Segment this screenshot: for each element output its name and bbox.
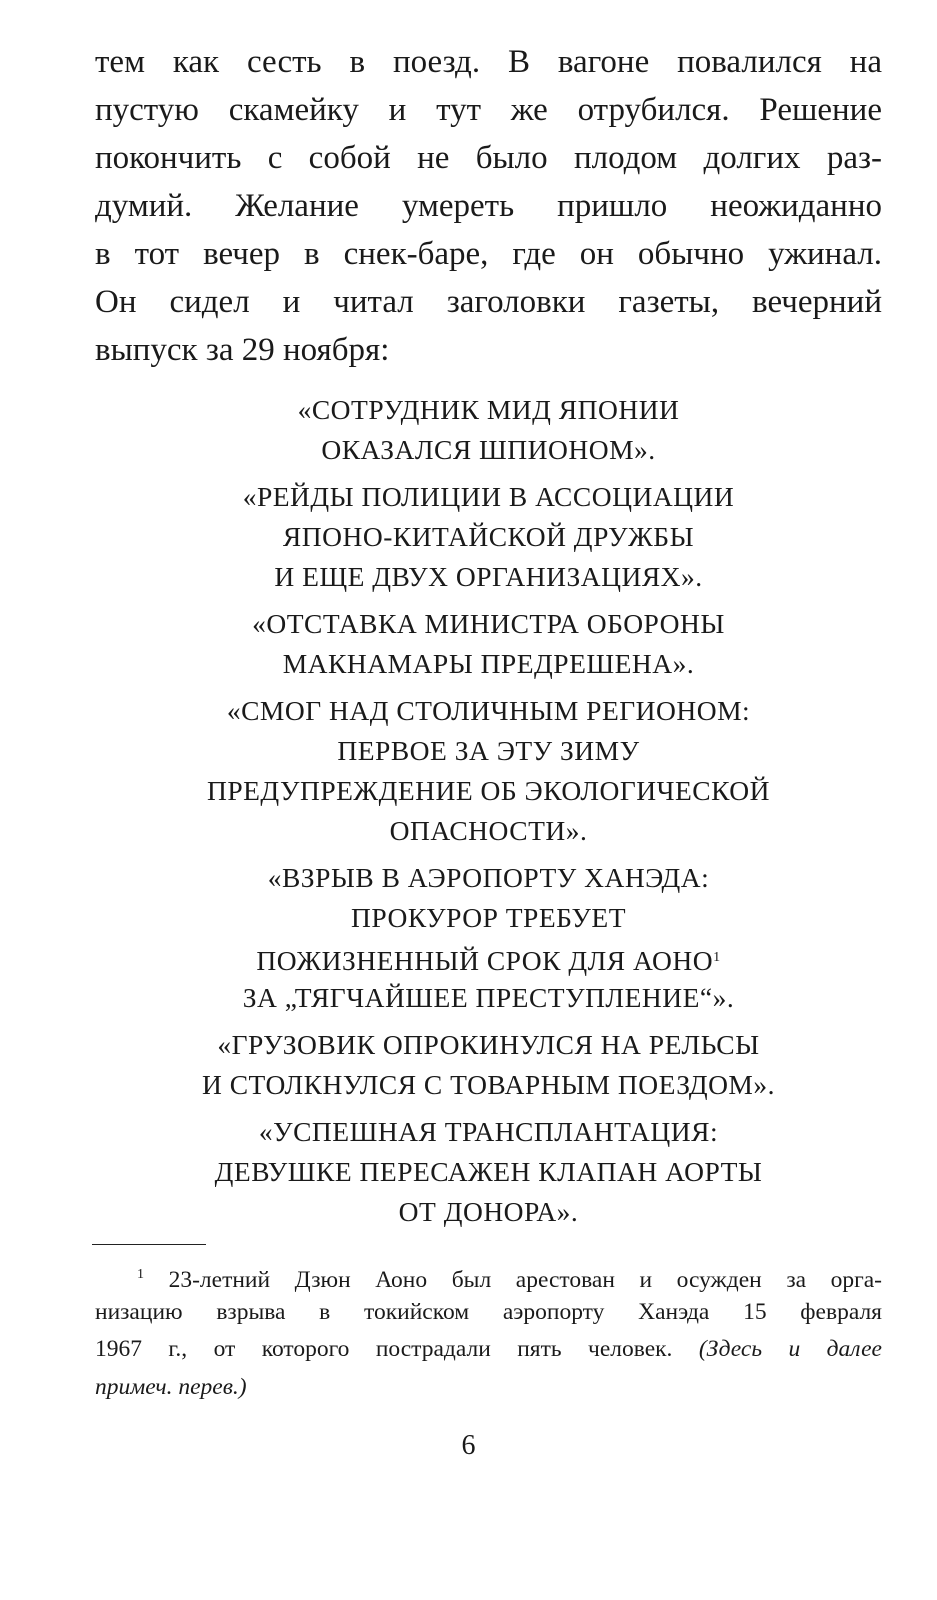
headline-line [95,938,882,978]
footnote-text: 23-летний Дзюн Аоно был арестован и осужден за орга- [168,1267,883,1293]
headline-line: «ГРУЗОВИК ОПРОКИНУЛСЯ НА РЕЛЬСЫ [217,1029,760,1060]
headline-text: ПОЖИЗНЕННЫЙ СРОК ДЛЯ АОНО [256,945,714,976]
body-line: пустую скамейку и тут же отрубился. Решение [95,92,882,128]
page-number: 6 [461,1430,476,1461]
headline-line: «РЕЙДЫ ПОЛИЦИИ В АССОЦИАЦИИ [242,481,735,512]
body-line: думий. Желание умереть пришло неожиданно [95,188,882,224]
headline [95,1025,882,1105]
headline [95,477,882,597]
body-line: выпуск за 29 ноября: [95,332,390,368]
footnote-marker: 1 [137,1267,144,1282]
body-paragraph [95,38,882,374]
body-line: покончить с собой не было плодом долгих раз- [95,140,882,176]
headline-line: И ЕЩЕ ДВУХ ОРГАНИЗАЦИЯХ». [274,561,703,592]
footnote-line: низацию взрыва в токийском аэропорту Ханэда 15 февраля [95,1298,882,1325]
headline-line: ОПАСНОСТИ». [389,815,588,846]
headline-line: И СТОЛКНУЛСЯ С ТОВАРНЫМ ПОЕЗДОМ». [201,1069,776,1100]
headline [95,1112,882,1232]
footnote-text: 1967 г., от которого пострадали пять человек. [95,1336,699,1362]
headline-line: МАКНАМАРЫ ПРЕДРЕШЕНА». [282,648,695,679]
headline-line: «ОТСТАВКА МИНИСТРА ОБОРОНЫ [252,608,725,639]
footnote-reference[interactable]: 1 [713,950,721,965]
headline-line: ДЕВУШКЕ ПЕРЕСАЖЕН КЛАПАН АОРТЫ [214,1156,763,1187]
headline [95,604,882,684]
headline-line: ПРОКУРОР ТРЕБУЕТ [350,902,627,933]
headline-line: ЯПОНО-КИТАЙСКОЙ ДРУЖБЫ [282,521,695,552]
footnote-note-italic: (Здесь и далее [698,1336,882,1362]
footnote-line [95,1331,882,1369]
footnote-note-italic: примеч. перев.) [95,1373,247,1400]
headline-line: «СОТРУДНИК МИД ЯПОНИИ [297,394,680,425]
footnote-divider [92,1244,206,1245]
headline-line: «ВЗРЫВ В АЭРОПОРТУ ХАНЭДА: [267,862,710,893]
headline-line: «СМОГ НАД СТОЛИЧНЫМ РЕГИОНОМ: [226,695,751,726]
body-line: тем как сесть в поезд. В вагоне повалился на [95,44,882,80]
headline-line: ОКАЗАЛСЯ ШПИОНОМ». [321,434,656,465]
headline [95,858,882,1018]
headline-line: ПЕРВОЕ ЗА ЭТУ ЗИМУ [337,735,640,766]
body-line: Он сидел и читал заголовки газеты, вечерний [95,284,882,320]
newspaper-headlines [95,390,882,1239]
headline-line: ЗА „ТЯГЧАЙШЕЕ ПРЕСТУПЛЕНИЕ“». [242,982,735,1013]
headline [95,691,882,851]
footnote-line [95,1256,882,1294]
headline-line: ПРЕДУПРЕЖДЕНИЕ ОБ ЭКОЛОГИЧЕСКОЙ [206,775,771,806]
footnote [95,1256,882,1406]
footnote-line [95,1369,882,1407]
headline-line: «УСПЕШНАЯ ТРАНСПЛАНТАЦИЯ: [258,1116,719,1147]
headline-line: ОТ ДОНОРА». [398,1196,579,1227]
headline [95,390,882,470]
body-line: в тот вечер в снек-баре, где он обычно ужинал. [95,236,882,272]
